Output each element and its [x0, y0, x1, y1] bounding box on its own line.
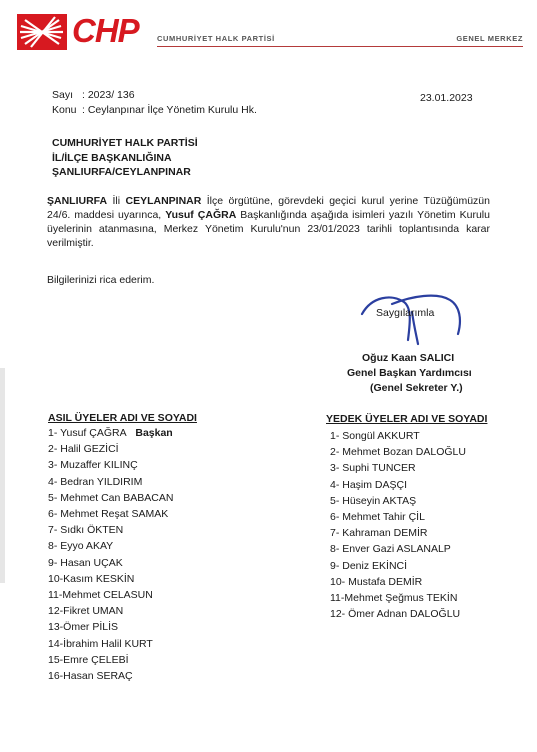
closing-line: Bilgilerinizi rica ederim.	[47, 274, 155, 286]
recipient-line-3: ŞANLIURFA/CEYLANPINAR	[52, 166, 191, 178]
body-chair-name: Yusuf ÇAĞRA	[165, 209, 237, 221]
list-item: 13-Ömer PİLİS	[48, 621, 119, 634]
department-label: GENEL MERKEZ	[456, 34, 523, 43]
header-divider	[157, 46, 523, 47]
konu-value: : Ceylanpınar İlçe Yönetim Kurulu Hk.	[82, 104, 257, 116]
list-item: 9- Deniz EKİNCİ	[330, 559, 408, 572]
yedek-list-title: YEDEK ÜYELER ADI VE SOYADI	[326, 413, 488, 425]
list-item: 5- Hüseyin AKTAŞ	[330, 494, 417, 507]
list-item: 7- Sıdkı ÖKTEN	[48, 524, 124, 537]
list-item: 7- Kahraman DEMİR	[330, 527, 428, 540]
list-item: 4- Haşim DAŞÇI	[330, 478, 408, 491]
sayi-label: Sayı	[52, 89, 74, 101]
six-arrows-icon	[17, 14, 67, 50]
list-item: 6- Mehmet Reşat SAMAK	[48, 508, 169, 521]
list-item: 11-Mehmet Şeğmus TEKİN	[330, 592, 458, 605]
body-text-1: İli	[107, 195, 126, 207]
list-item	[48, 425, 173, 441]
konu-label: Konu	[52, 104, 77, 116]
asil-member-list	[48, 425, 173, 684]
body-city: ŞANLIURFA	[47, 195, 108, 207]
list-item: 3- Suphi TUNCER	[330, 462, 416, 475]
body-paragraph	[47, 194, 490, 250]
party-name: CUMHURİYET HALK PARTİSİ	[157, 34, 275, 43]
asil-list-title: ASIL ÜYELER ADI VE SOYADI	[48, 412, 197, 424]
list-item: 15-Emre ÇELEBİ	[48, 653, 129, 666]
asil-first-member: 1- Yusuf ÇAĞRA	[48, 427, 127, 439]
body-district: CEYLANPINAR	[125, 195, 202, 207]
logo-wordmark: CHP	[72, 12, 139, 49]
signatory-title: Genel Başkan Yardımcısı	[347, 367, 472, 379]
list-item: 9- Hasan UÇAK	[48, 556, 123, 569]
list-item: 3- Muzaffer KILINÇ	[48, 459, 138, 472]
list-item: 14-İbrahim Halil KURT	[48, 637, 153, 650]
yedek-member-list	[330, 428, 466, 622]
sayi-row	[52, 89, 135, 101]
signature-greeting: Saygılarımla	[376, 307, 435, 319]
list-item: 2- Halil GEZİCİ	[48, 443, 119, 456]
chair-role: Başkan	[135, 427, 173, 439]
body-text-2: İlçe örgütüne, görevdeki geçici kurul yerine Tüzüğümüzün 24/6. maddesi uyarınca,	[47, 195, 490, 221]
list-item: 6- Mehmet Tahir ÇİL	[330, 511, 425, 524]
list-item: 5- Mehmet Can BABACAN	[48, 491, 174, 504]
handwritten-signature	[352, 292, 472, 350]
sayi-value: : 2023/ 136	[82, 89, 135, 101]
list-item: 16-Hasan SERAÇ	[48, 670, 133, 683]
list-item: 2- Mehmet Bozan DALOĞLU	[330, 446, 466, 459]
list-item: 12- Ömer Adnan DALOĞLU	[330, 608, 461, 621]
page-edge-shadow	[0, 368, 5, 583]
signatory-name: Oğuz Kaan SALICI	[362, 352, 455, 364]
list-item: 10- Mustafa DEMİR	[330, 575, 423, 588]
list-item: 8- Eyyo AKAY	[48, 540, 114, 553]
list-item: 4- Bedran YILDIRIM	[48, 475, 143, 488]
recipient-line-1: CUMHURİYET HALK PARTİSİ	[52, 137, 198, 149]
list-item: 11-Mehmet CELASUN	[48, 589, 153, 602]
list-item: 1- Songül AKKURT	[330, 430, 420, 442]
recipient-line-2: İL/İLÇE BAŞKANLIĞINA	[52, 152, 172, 164]
list-item: 8- Enver Gazi ASLANALP	[330, 543, 451, 556]
list-item: 10-Kasım KESKİN	[48, 572, 135, 585]
chp-logo-emblem	[17, 14, 67, 50]
document-date: 23.01.2023	[420, 92, 473, 104]
konu-row	[52, 104, 257, 116]
list-item: 12-Fikret UMAN	[48, 605, 124, 618]
body-text-3: Başkanlığında aşağıda isimleri yazılı Yönetim Kurulu üyelerinin atanmasına, Merkez Yönetim Kurulu'nun 23/01/2023 tarihli toplantısında karar verilmiştir.	[47, 209, 490, 249]
signatory-subtitle: (Genel Sekreter Y.)	[370, 382, 463, 394]
